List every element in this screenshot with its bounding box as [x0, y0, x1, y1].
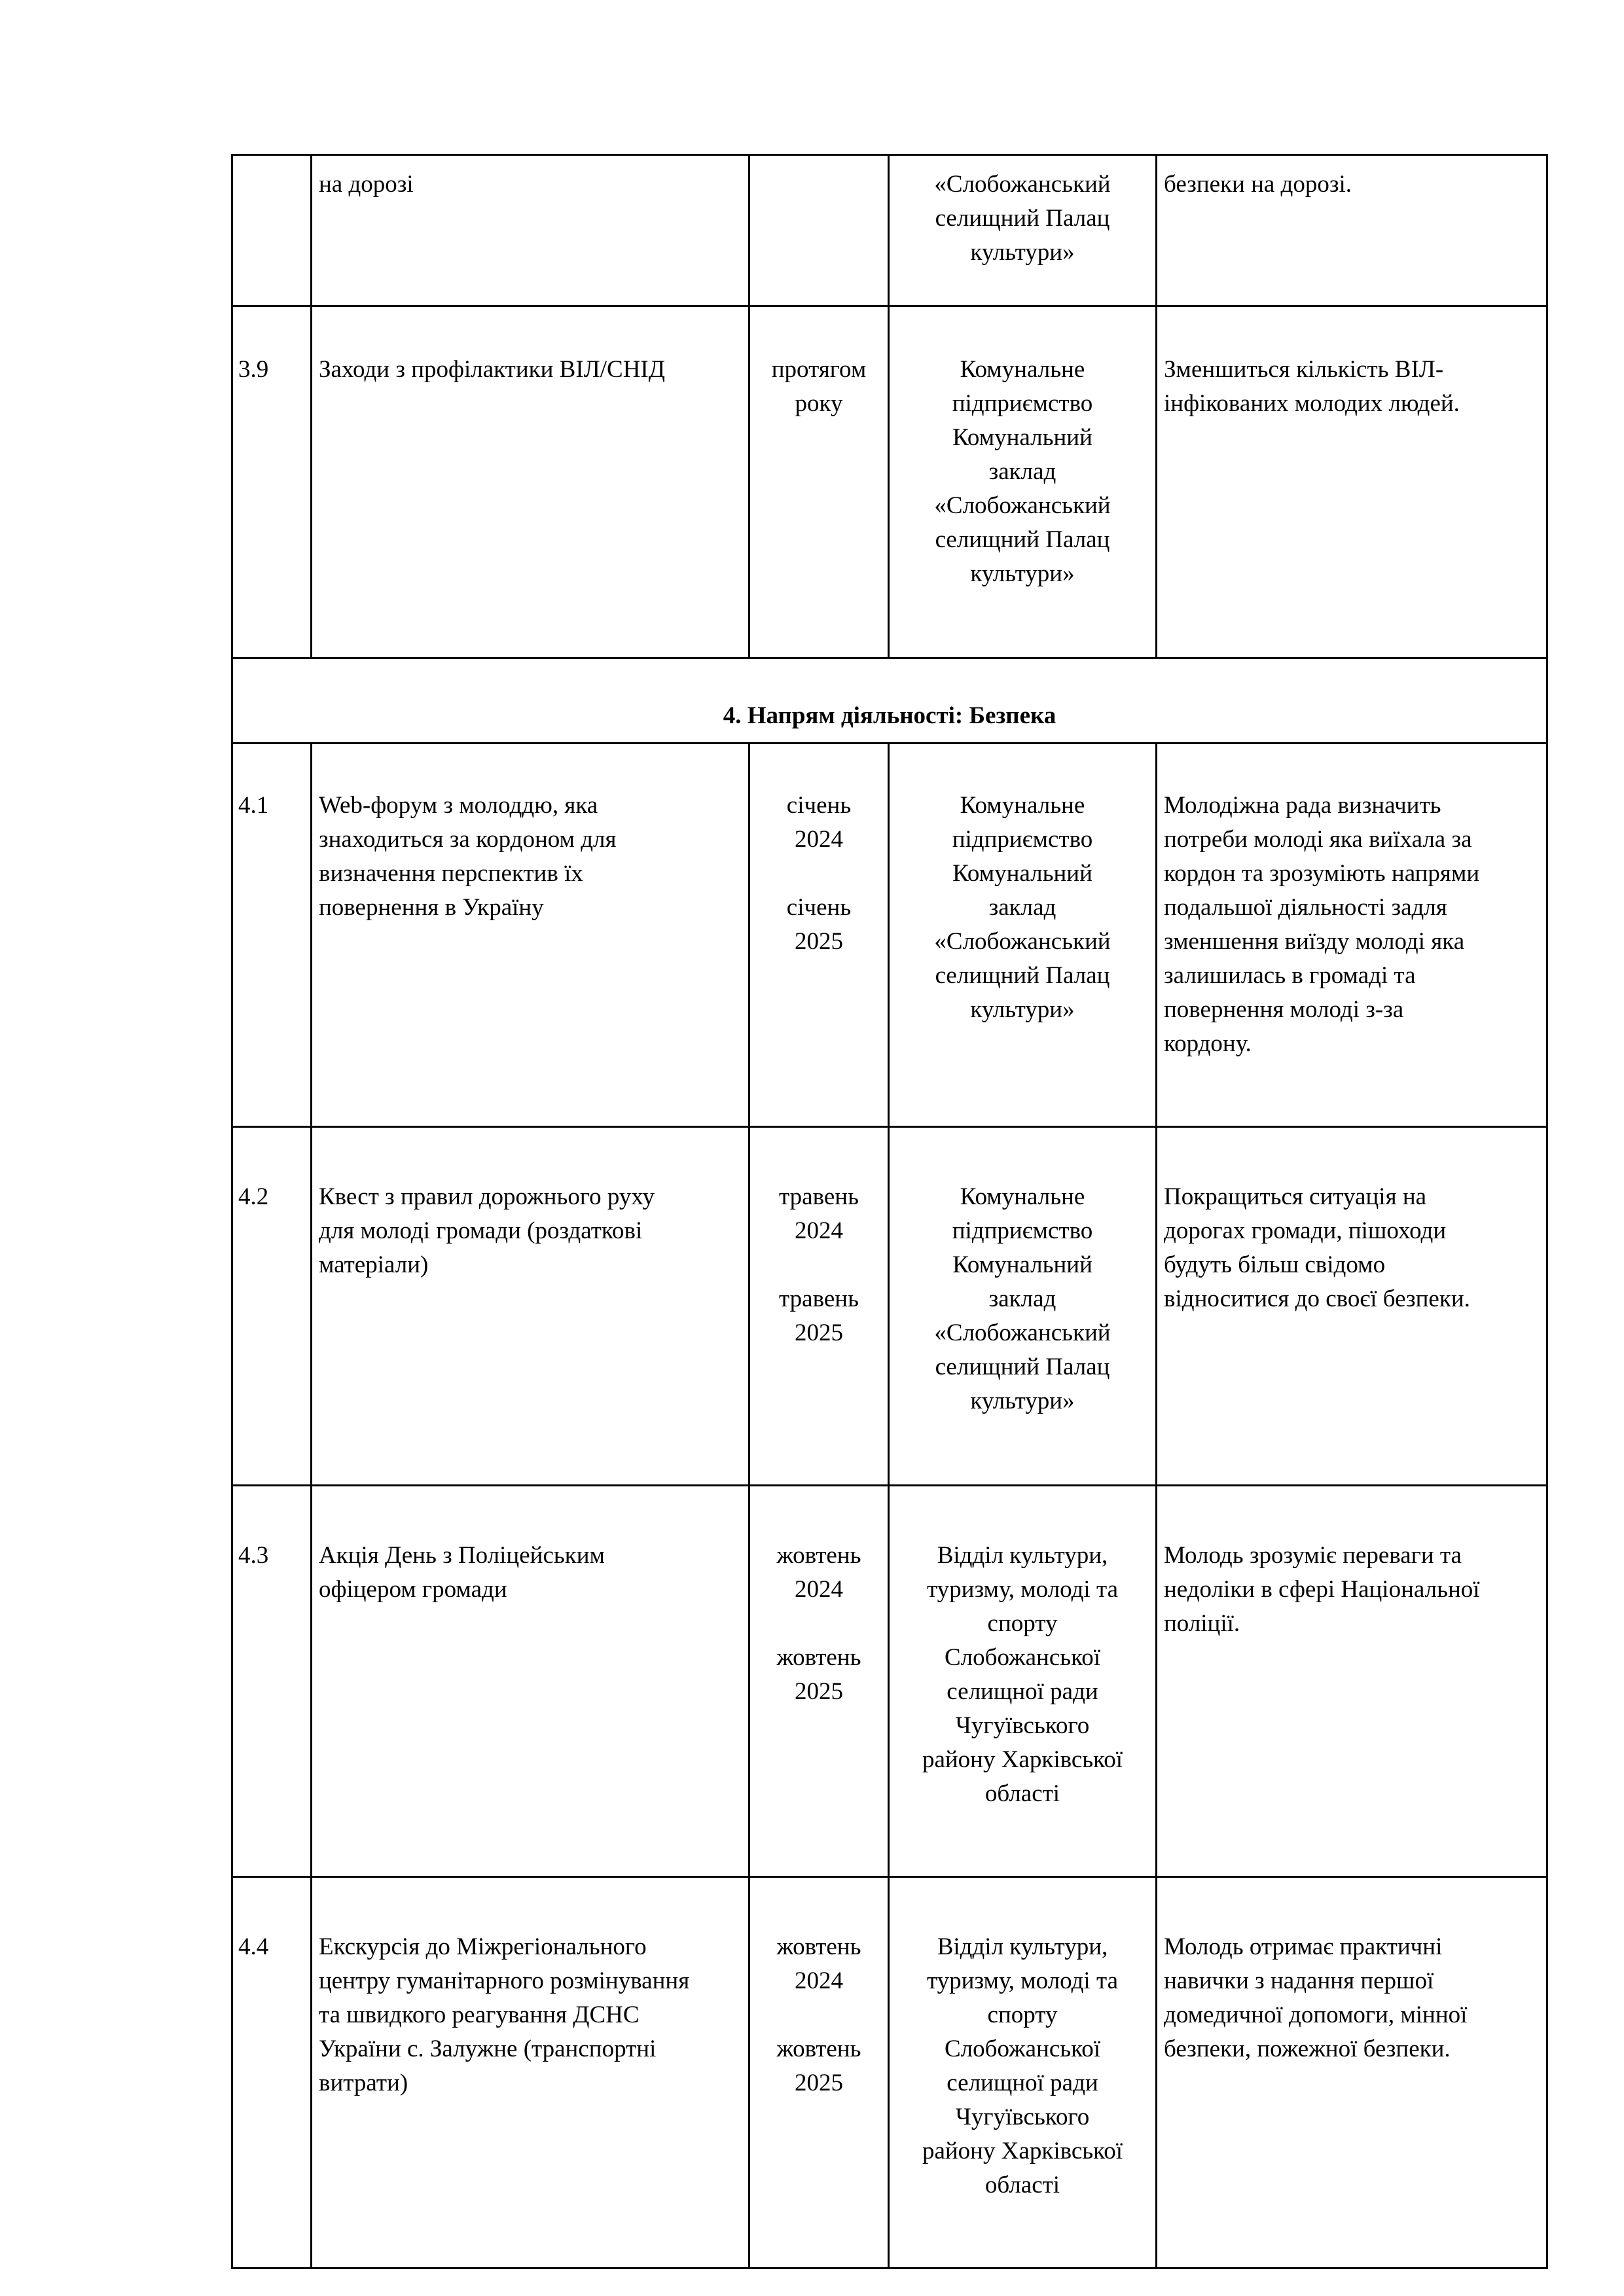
item-result-cell [1157, 1127, 1547, 1486]
executor-line: заклад [988, 894, 1056, 921]
executor-line: Слобожанської [944, 2036, 1100, 2062]
result-line: кордону. [1164, 1030, 1252, 1057]
term-year: 2024 [795, 1217, 843, 1244]
term-month: жовтень [776, 1933, 861, 1960]
term-month: жовтень [776, 1644, 861, 1671]
item-result-cell [1157, 306, 1547, 658]
executor-line: «Слобожанський [934, 928, 1111, 955]
executor-line: культури» [970, 1388, 1075, 1414]
item-name-line: Акція День з Поліцейським [319, 1542, 605, 1569]
result-line: інфікованих молодих людей. [1164, 390, 1460, 417]
table-row [232, 744, 1547, 1127]
result-line: недоліки в сфері Національної [1164, 1576, 1480, 1603]
term-spacer [757, 857, 881, 891]
term-month: січень [786, 894, 852, 921]
item-name-line: центру гуманітарного розмінування [319, 1967, 690, 1994]
term-month: січень [786, 792, 852, 819]
item-name-line: матеріали) [319, 1251, 429, 1278]
executor-line: культури» [970, 996, 1075, 1023]
item-name-line: та швидкого реагування ДСНС [319, 2001, 640, 2028]
result-line: потреби молоді яка виїхала за [1164, 826, 1472, 853]
term-month: жовтень [776, 2036, 861, 2062]
term-line: протягом [771, 356, 867, 383]
executor-line: селищний Палац [935, 962, 1110, 989]
result-line: зменшення виїзду молоді яка [1164, 928, 1465, 955]
item-term-cell [749, 155, 889, 306]
item-number-cell: 4.1 [232, 744, 312, 1127]
item-executor-cell [889, 1486, 1157, 1877]
item-name-cell [312, 155, 749, 306]
executor-line: підприємство [952, 1217, 1093, 1244]
item-term-cell [749, 744, 889, 1127]
executor-line: Комунальний [952, 1251, 1092, 1278]
item-name-line: України с. Залужне (транспортні [319, 2036, 657, 2062]
result-line: Зменшиться кількість ВІЛ- [1164, 356, 1444, 383]
executor-line: Комунальний [952, 860, 1092, 887]
executor-line: Комунальне [960, 1183, 1085, 1210]
executor-line: «Слобожанський [934, 171, 1111, 198]
executor-line: туризму, молоді та [926, 1576, 1118, 1603]
executor-line: культури» [970, 239, 1075, 266]
item-name-line: знаходиться за кордоном для [319, 826, 617, 853]
item-term-cell [749, 1486, 889, 1877]
term-spacer [757, 1248, 881, 1282]
item-term-cell [749, 306, 889, 658]
executor-line: області [984, 1780, 1060, 1807]
executor-line: Комунальний [952, 424, 1092, 451]
result-line: Молодь отримає практичні [1164, 1933, 1443, 1960]
executor-line: області [984, 2172, 1060, 2198]
executor-line: «Слобожанський [934, 492, 1111, 519]
item-name-line: витрати) [319, 2070, 408, 2096]
executor-line: селищний Палац [935, 526, 1110, 553]
item-name-cell [312, 306, 749, 658]
executor-line: Чугуївського [955, 2104, 1090, 2130]
result-line: подальшої діяльності задля [1164, 894, 1447, 921]
executor-line: селищної ради [947, 2070, 1098, 2096]
executor-line: спорту [987, 1610, 1058, 1637]
term-spacer [757, 1998, 881, 2032]
item-number-cell: 3.9 [232, 306, 312, 658]
item-term-cell [749, 1127, 889, 1486]
result-line: навички з надання першої [1164, 1967, 1434, 1994]
term-year: 2025 [795, 1678, 843, 1705]
item-term-cell [749, 1877, 889, 2269]
term-year: 2025 [795, 1319, 843, 1346]
table-row [232, 1127, 1547, 1486]
item-name-line: Заходи з профілактики ВІЛ/СНІД [319, 356, 665, 383]
table-body [232, 155, 1547, 2269]
activity-plan-table [231, 154, 1548, 2269]
executor-line: Слобожанської [944, 1644, 1100, 1671]
executor-line: Чугуївського [955, 1712, 1090, 1739]
term-month: травень [779, 1183, 859, 1210]
item-result-cell [1157, 1877, 1547, 2269]
item-number-cell [232, 155, 312, 306]
executor-line: Комунальне [960, 792, 1085, 819]
result-line: безпеки, пожежної безпеки. [1164, 2036, 1451, 2062]
item-name-line: повернення в Україну [319, 894, 544, 921]
table-row [232, 1486, 1547, 1877]
item-result-cell [1157, 744, 1547, 1127]
table-row [232, 306, 1547, 658]
result-line: кордон та зрозуміють напрями [1164, 860, 1480, 887]
table-row [232, 1877, 1547, 2269]
section-title: 4. Напрям діяльності: Безпека [232, 658, 1547, 744]
result-line: поліції. [1164, 1610, 1240, 1637]
term-year: 2025 [795, 2070, 843, 2096]
executor-line: району Харківської [922, 1746, 1123, 1773]
item-executor-cell [889, 1877, 1157, 2269]
executor-line: Комунальне [960, 356, 1085, 383]
result-line: домедичної допомоги, мінної [1164, 2001, 1468, 2028]
item-result-cell [1157, 1486, 1547, 1877]
item-number-cell: 4.3 [232, 1486, 312, 1877]
item-name-line: Web-форум з молоддю, яка [319, 792, 598, 819]
result-line: Молодіжна рада визначить [1164, 792, 1441, 819]
item-name-cell [312, 1486, 749, 1877]
item-executor-cell [889, 744, 1157, 1127]
executor-line: Відділ культури, [937, 1542, 1108, 1569]
item-executor-cell [889, 306, 1157, 658]
term-year: 2025 [795, 928, 843, 955]
item-name-cell [312, 1127, 749, 1486]
executor-line: підприємство [952, 390, 1093, 417]
executor-line: заклад [988, 1285, 1056, 1312]
executor-line: заклад [988, 458, 1056, 485]
executor-line: району Харківської [922, 2138, 1123, 2164]
result-line: Покращиться ситуація на [1164, 1183, 1427, 1210]
executor-line: туризму, молоді та [926, 1967, 1118, 1994]
item-executor-cell [889, 155, 1157, 306]
item-name-line: офіцером громади [319, 1576, 507, 1603]
executor-line: підприємство [952, 826, 1093, 853]
result-line: дорогах громади, пішоходи [1164, 1217, 1447, 1244]
term-month: травень [779, 1285, 859, 1312]
executor-line: «Слобожанський [934, 1319, 1111, 1346]
item-executor-cell [889, 1127, 1157, 1486]
result-line: Молодь зрозуміє переваги та [1164, 1542, 1462, 1569]
result-line: безпеки на дорозі. [1164, 171, 1352, 198]
term-spacer [757, 1607, 881, 1641]
item-number-cell: 4.4 [232, 1877, 312, 2269]
term-line: року [795, 390, 843, 417]
executor-line: селищний Палац [935, 205, 1110, 232]
term-month: жовтень [776, 1542, 861, 1569]
result-line: повернення молоді з-за [1164, 996, 1404, 1023]
term-year: 2024 [795, 1576, 843, 1603]
executor-line: селищної ради [947, 1678, 1098, 1705]
item-name-cell [312, 1877, 749, 2269]
item-name-line: для молоді громади (роздаткові [319, 1217, 643, 1244]
item-number-cell: 4.2 [232, 1127, 312, 1486]
result-line: залишилась в громаді та [1164, 962, 1416, 989]
item-result-cell [1157, 155, 1547, 306]
term-year: 2024 [795, 1967, 843, 1994]
executor-line: Відділ культури, [937, 1933, 1108, 1960]
result-line: будуть більш свідомо [1164, 1251, 1386, 1278]
item-name-cell [312, 744, 749, 1127]
item-name-line: Екскурсія до Міжрегіонального [319, 1933, 647, 1960]
executor-line: селищний Палац [935, 1354, 1110, 1380]
item-name-line: Квест з правил дорожнього руху [319, 1183, 655, 1210]
term-year: 2024 [795, 826, 843, 853]
executor-line: культури» [970, 560, 1075, 587]
table-row [232, 155, 1547, 306]
item-name-line: визначення перспектив їх [319, 860, 583, 887]
executor-line: спорту [987, 2001, 1058, 2028]
result-line: відноситися до своєї безпеки. [1164, 1285, 1470, 1312]
section-header-row [232, 658, 1547, 744]
item-name-line: на дорозі [319, 171, 414, 198]
